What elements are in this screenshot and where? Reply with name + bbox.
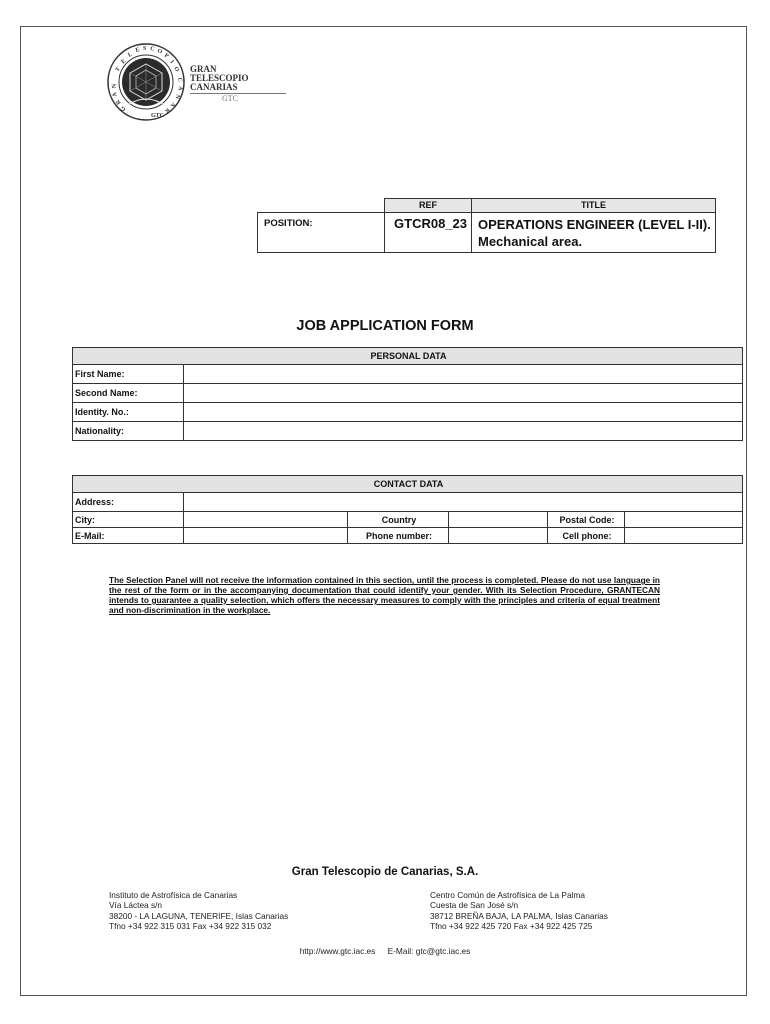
svg-text:R: R (115, 98, 123, 106)
left-line4: Tfno +34 922 315 031 Fax +34 922 315 032 (109, 920, 272, 931)
website-link[interactable]: http://www.gtc.iac.es (299, 946, 376, 956)
left-line3: 38200 - LA LAGUNA, TENERIFE, Islas Canarias (109, 910, 289, 921)
address-block-right (430, 890, 608, 931)
first-name-label: First Name: (73, 365, 184, 384)
ref-header: REF (385, 199, 472, 213)
position-label: POSITION: (258, 213, 385, 253)
postal-code-field[interactable] (625, 512, 743, 528)
svg-text:N: N (111, 83, 118, 89)
first-name-field[interactable] (184, 365, 743, 384)
svg-text:G: G (119, 104, 128, 113)
footer-links (0, 946, 770, 956)
address-label: Address: (73, 493, 184, 512)
svg-text:I: I (168, 59, 175, 66)
selection-notice: The Selection Panel will not receive the information contained in this section, until the process is completed. Please do not use language in the rest of the form or in the accompanying documentation that could identify your gender. With its Selection Procedure, GRANTECAN intends to guarantee a quality selection, which offers the necessary measures to comply with the principles and criteria of equal treatment and non-discrimination in the workplace. (109, 575, 660, 615)
svg-text:GTC: GTC (151, 113, 165, 119)
logo-wordmark (190, 65, 286, 103)
right-line3: 38712 BREÑA BAJA, LA PALMA, Islas Canarias (430, 910, 608, 921)
personal-data-table (72, 347, 743, 441)
position-table (257, 198, 716, 253)
nationality-field[interactable] (184, 422, 743, 441)
svg-text:R: R (163, 106, 171, 114)
city-label: City: (73, 512, 184, 528)
position-title-line2: Mechanical area. (478, 234, 583, 249)
company-name: Gran Telescopio de Canarias, S.A. (291, 866, 479, 878)
second-name-field[interactable] (184, 384, 743, 403)
right-line4: Tfno +34 922 425 720 Fax +34 922 425 725 (430, 920, 593, 931)
right-line2: Cuesta de San José s/n (430, 900, 519, 911)
svg-text:E: E (120, 58, 128, 66)
left-line2: Vía Láctea s/n (109, 900, 163, 911)
svg-text:A: A (111, 91, 119, 98)
address-block-left (109, 890, 288, 931)
country-field[interactable] (449, 512, 548, 528)
svg-text:A: A (168, 100, 177, 108)
phone-field[interactable] (449, 528, 548, 544)
cell-field[interactable] (625, 528, 743, 544)
left-line1: Instituto de Astrofísica de Canarias (109, 890, 238, 900)
logo-line4: GTC (190, 93, 286, 103)
logo-line2: TELESCOPIO (190, 73, 249, 83)
title-header: TITLE (472, 199, 716, 213)
form-title: JOB APPLICATION FORM (296, 318, 474, 334)
position-title (472, 213, 716, 253)
svg-text:O: O (172, 66, 180, 74)
identity-label: Identity. No.: (73, 403, 184, 422)
personal-data-header: PERSONAL DATA (73, 348, 743, 365)
cell-label: Cell phone: (548, 528, 625, 544)
country-label: Country (348, 512, 449, 528)
svg-text:C: C (149, 46, 155, 53)
svg-text:L: L (127, 51, 134, 59)
right-line1: Centro Común de Astrofísica de La Palma (430, 890, 585, 900)
identity-field[interactable] (184, 403, 743, 422)
svg-text:C: C (176, 77, 183, 83)
contact-data-header: CONTACT DATA (73, 476, 743, 493)
phone-label: Phone number: (348, 528, 449, 544)
postal-code-label: Postal Code: (548, 512, 625, 528)
address-field[interactable] (184, 493, 743, 512)
logo-line1: GRAN (190, 64, 217, 74)
svg-text:S: S (143, 46, 147, 52)
nationality-label: Nationality: (73, 422, 184, 441)
svg-text:N: N (173, 93, 181, 100)
svg-text:A: A (176, 85, 183, 91)
email-field[interactable] (184, 528, 348, 544)
email-link[interactable]: E-Mail: gtc@gtc.iac.es (387, 946, 471, 956)
second-name-label: Second Name: (73, 384, 184, 403)
position-ref: GTCR08_23 (385, 213, 472, 253)
contact-data-table (72, 475, 743, 544)
email-label: E-Mail: (73, 528, 184, 544)
logo-line3: CANARIAS (190, 82, 238, 92)
position-title-line1: OPERATIONS ENGINEER (LEVEL I-II). (478, 217, 711, 232)
svg-text:P: P (162, 52, 170, 60)
city-field[interactable] (184, 512, 348, 528)
svg-text:T: T (114, 66, 122, 74)
svg-text:O: O (156, 48, 163, 56)
gtc-logo (106, 42, 186, 122)
svg-text:E: E (135, 47, 141, 54)
